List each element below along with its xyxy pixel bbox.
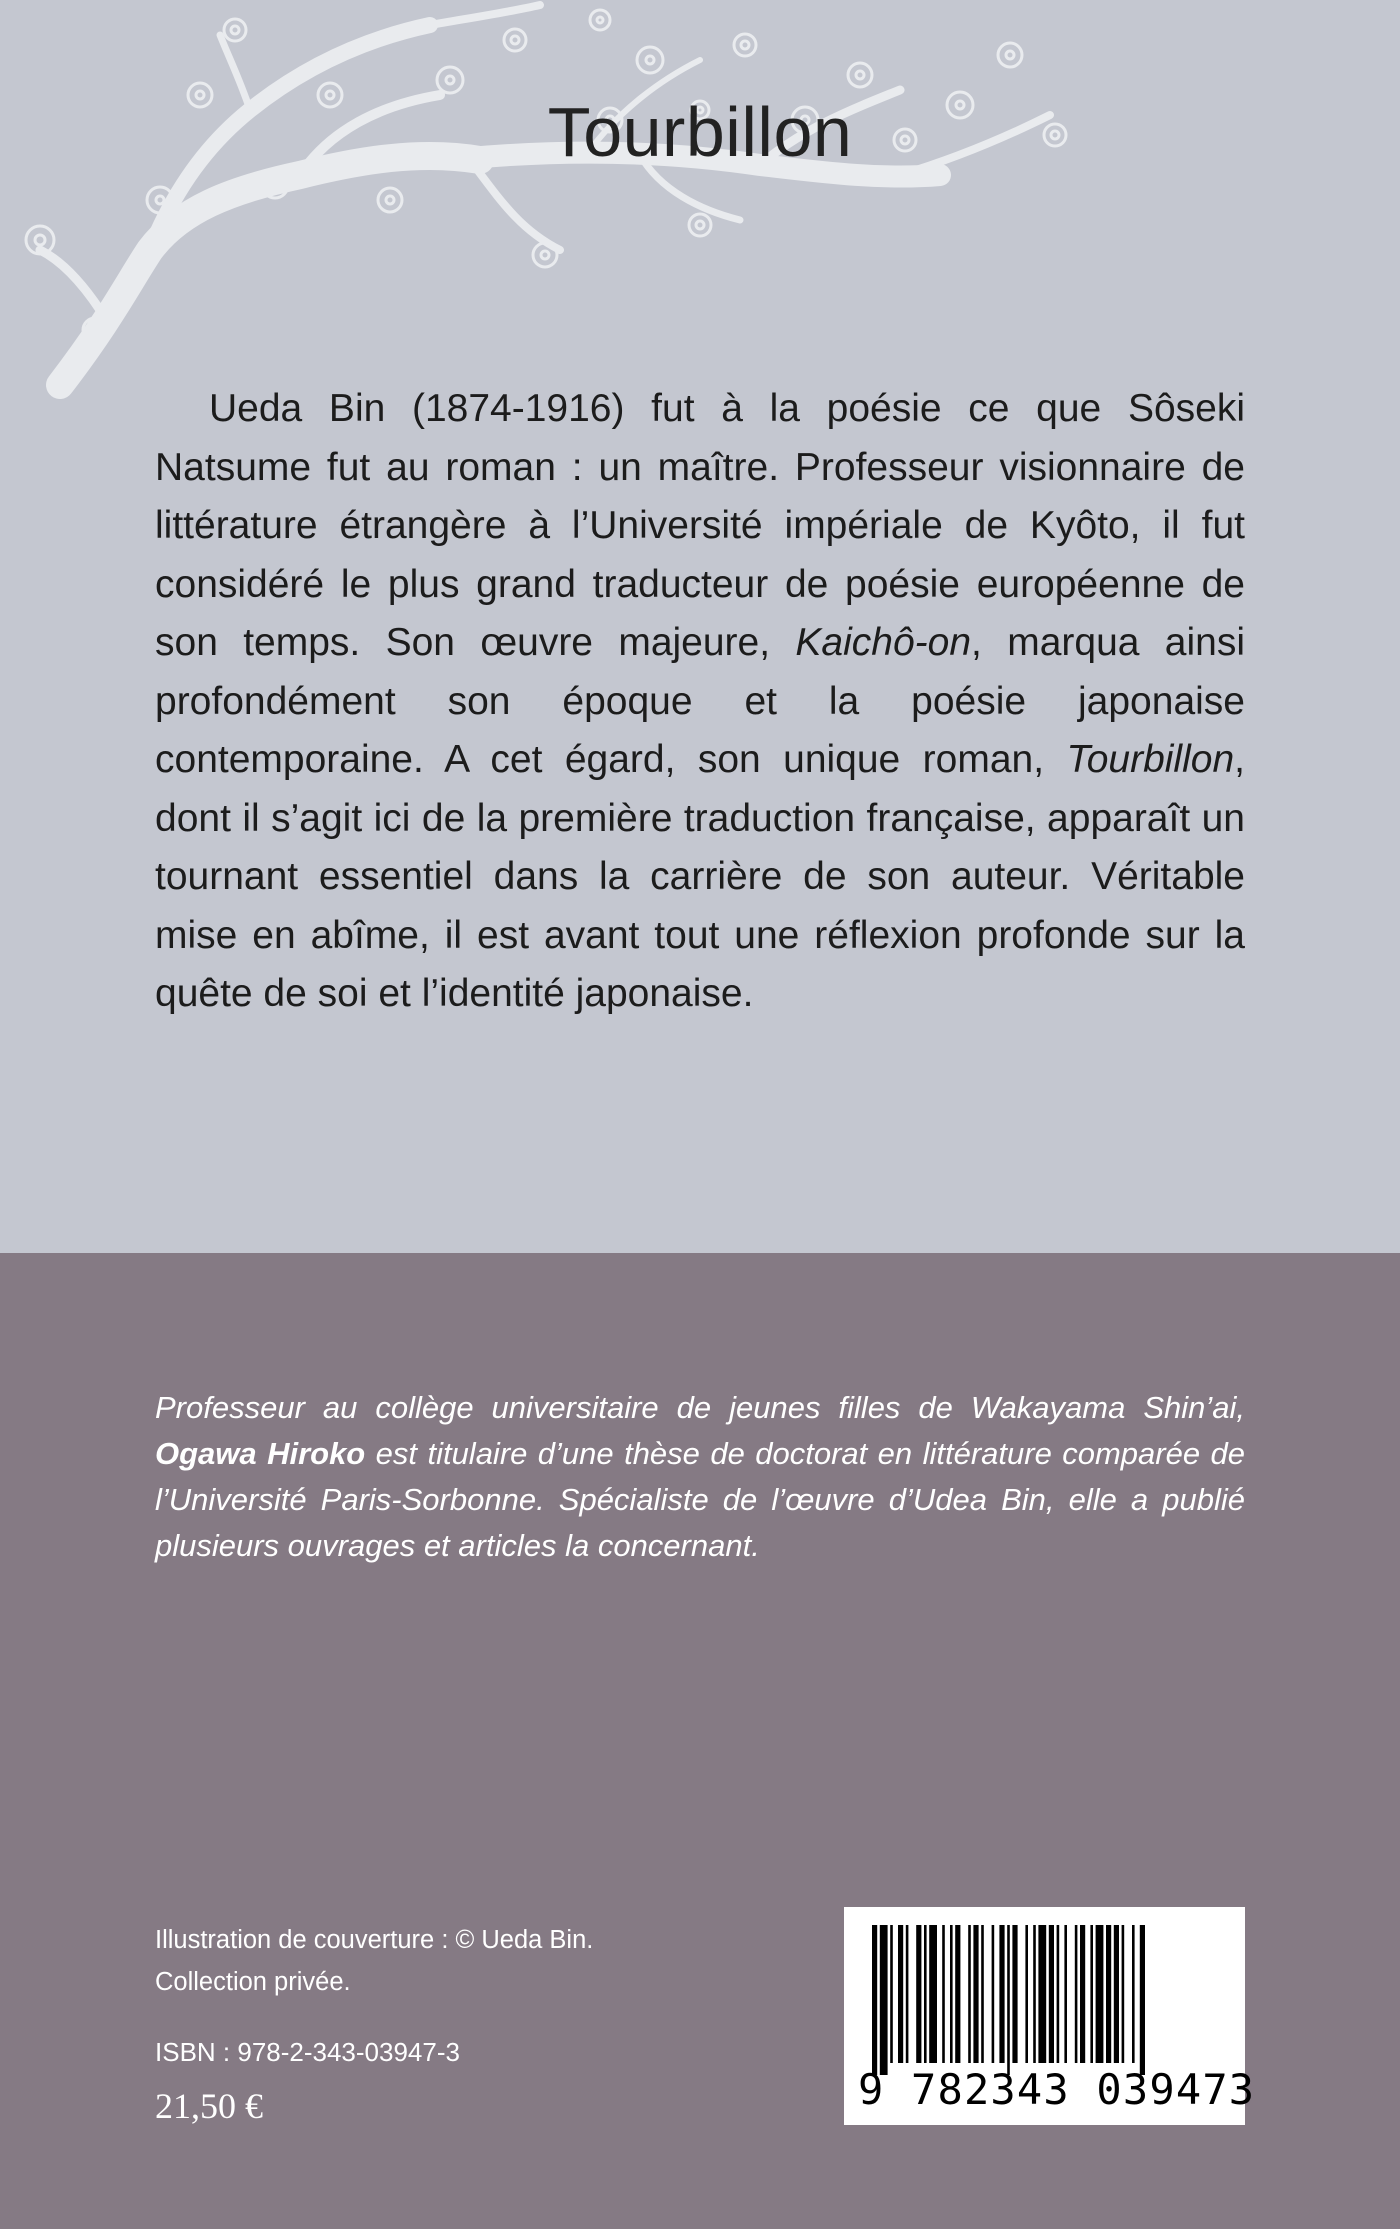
author-bio-text-1: Professeur au collège universitaire de jeunes filles de Wakayama Shin’ai, (155, 1390, 1245, 1425)
author-name: Ogawa Hiroko (155, 1436, 366, 1471)
barcode-bar (916, 1925, 921, 2063)
book-summary (155, 380, 1245, 1024)
barcode-bar (1033, 1925, 1036, 2063)
cherry-blossom-branch-illustration (0, 0, 1400, 400)
barcode (844, 1907, 1256, 2125)
barcode-bar (1007, 1925, 1010, 2075)
barcode-bar (1122, 1925, 1125, 2063)
credits-line-1: Illustration de couverture : © Ueda Bin. (155, 1926, 594, 1954)
illustration-credits (155, 1919, 593, 2003)
barcode-bar (1064, 1925, 1067, 2063)
barcode-bar (942, 1925, 945, 2063)
barcode-bar (1038, 1925, 1046, 2063)
barcode-bar (1012, 1925, 1017, 2063)
isbn: ISBN : 978-2-343-03947-3 (155, 2037, 460, 2067)
barcode-bar (924, 1925, 927, 2063)
barcode-bar (981, 1925, 984, 2063)
barcode-bar (999, 1925, 1004, 2063)
book-title: Tourbillon (547, 93, 853, 171)
barcode-bar (1049, 1925, 1054, 2063)
credits-line-2: Collection privée. (155, 1968, 351, 1996)
summary-text-2: , marqua ainsi profondément son époque et la poésie japonaise contemporaine. A cet égard, son unique roman, (155, 621, 1246, 781)
barcode-bar (1075, 1925, 1078, 2063)
summary-text-1: Ueda Bin (1874-1916) fut à la poésie ce que Sôseki Natsume fut au roman : un maître. Professeur visionnaire de littérature étrangère à l’Université impériale de Kyôto, il fut considéré le plus grand traducteur de poésie européenne de son temps. Son œuvre majeure, (155, 387, 1245, 664)
barcode-bar (973, 1925, 978, 2063)
barcode-bar (1114, 1925, 1119, 2063)
barcode-bar (880, 1925, 888, 2075)
barcode-bar (1080, 1925, 1085, 2063)
barcode-bar (955, 1925, 960, 2063)
author-bio (155, 1385, 1245, 1569)
summary-title-tourbillon: Tourbillon (1066, 738, 1235, 781)
barcode-bar (906, 1925, 909, 2063)
barcode-bar (890, 1925, 893, 2063)
barcode-bar (992, 1925, 995, 2063)
barcode-bar (1025, 1925, 1028, 2063)
summary-text-3: , dont il s’agit ici de la première traduction française, apparaît un tournant essentiel dans la carrière de son auteur. Véritable mise en abîme, il est avant tout une réflexion profonde sur la quête de soi et l’identité japonaise. (155, 738, 1245, 1015)
barcode-bar (872, 1925, 877, 2075)
barcode-bar (898, 1925, 903, 2063)
barcode-bar (929, 1925, 937, 2063)
barcode-bar (1106, 1925, 1111, 2063)
barcode-bar (1096, 1925, 1104, 2063)
price: 21,50 € (155, 2086, 263, 2126)
barcode-bar (1057, 1925, 1060, 2063)
barcode-bar (1140, 1925, 1145, 2075)
summary-title-kaichoon: Kaichô-on (795, 621, 972, 664)
barcode-bar (950, 1925, 953, 2063)
barcode-bar (968, 1925, 971, 2063)
barcode-bar (1132, 1925, 1135, 2063)
author-bio-text-2: est titulaire d’une thèse de doctorat en littérature comparée de l’Université Paris-Sorbonne. Spécialiste de l’œuvre d’Udea Bin, elle a publié plusieurs ouvrages et articles la concernant. (155, 1436, 1245, 1563)
barcode-number: 9 782343 039473 (858, 2065, 1256, 2114)
barcode-bar (1090, 1925, 1093, 2063)
